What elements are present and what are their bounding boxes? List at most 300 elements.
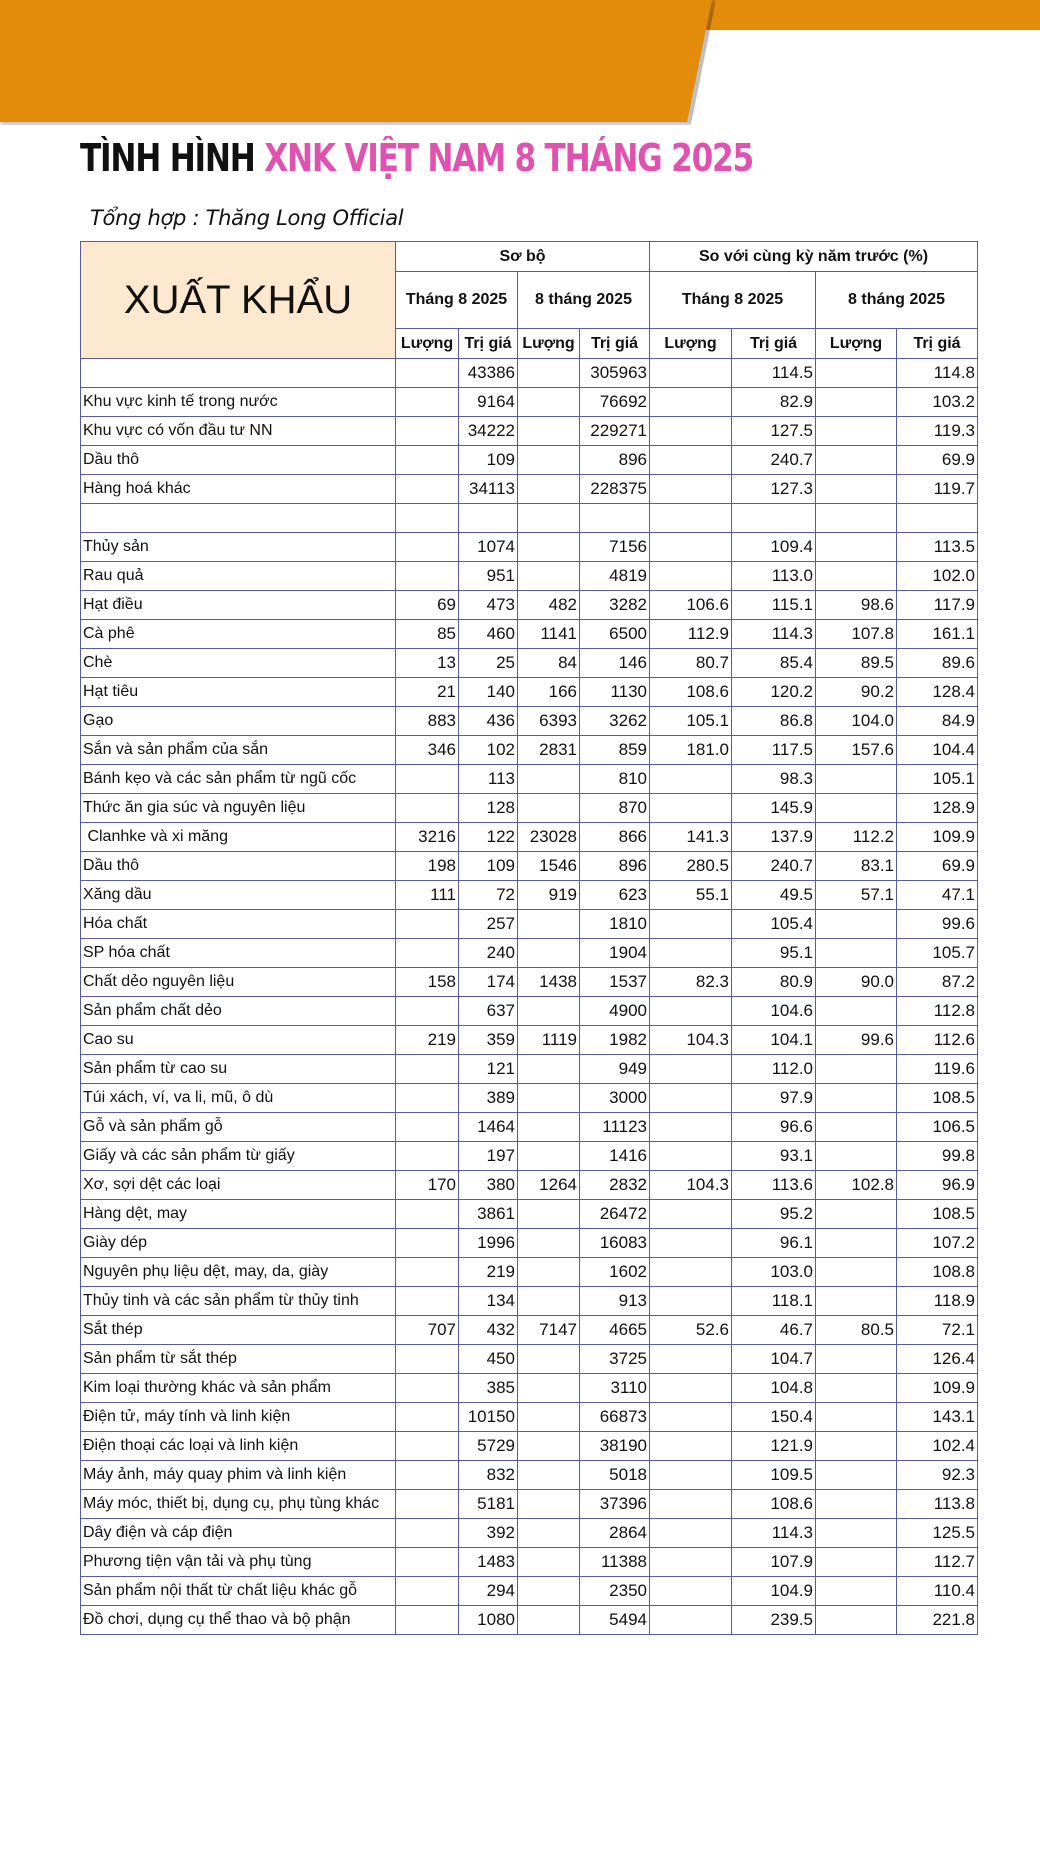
row-value — [396, 765, 459, 794]
row-label: Phương tiện vận tải và phụ tùng — [81, 1548, 396, 1577]
row-value: 38190 — [580, 1432, 650, 1461]
table-row — [81, 823, 978, 852]
row-value — [459, 504, 518, 533]
table-row — [81, 1548, 978, 1577]
table-row — [81, 1142, 978, 1171]
row-value: 2864 — [580, 1519, 650, 1548]
row-value: 85 — [396, 620, 459, 649]
table-row — [81, 359, 978, 388]
period-header: Tháng 8 2025 — [650, 272, 816, 329]
row-value — [518, 1403, 580, 1432]
row-value: 34113 — [459, 475, 518, 504]
group-header-preliminary: Sơ bộ — [396, 242, 650, 272]
row-value — [650, 388, 732, 417]
row-value: 104.7 — [732, 1345, 816, 1374]
table-row — [81, 1577, 978, 1606]
row-value: 150.4 — [732, 1403, 816, 1432]
row-value: 239.5 — [732, 1606, 816, 1635]
row-value — [816, 765, 897, 794]
row-value: 170 — [396, 1171, 459, 1200]
row-value: 127.5 — [732, 417, 816, 446]
row-value — [396, 1113, 459, 1142]
sub-header: Lượng — [396, 329, 459, 359]
row-value: 158 — [396, 968, 459, 997]
row-value — [816, 1577, 897, 1606]
row-value: 108.6 — [732, 1490, 816, 1519]
row-value: 76692 — [580, 388, 650, 417]
row-value — [650, 794, 732, 823]
table-row — [81, 707, 978, 736]
row-value — [518, 1519, 580, 1548]
row-value — [518, 1548, 580, 1577]
row-value: 72 — [459, 881, 518, 910]
row-value: 1483 — [459, 1548, 518, 1577]
row-value — [816, 1055, 897, 1084]
table-row — [81, 1171, 978, 1200]
row-value: 99.8 — [897, 1142, 978, 1171]
sub-header: Trị giá — [459, 329, 518, 359]
row-value: 623 — [580, 881, 650, 910]
table-row — [81, 1461, 978, 1490]
table-row — [81, 765, 978, 794]
row-value: 104.8 — [732, 1374, 816, 1403]
title-prefix: TÌNH HÌNH — [80, 136, 265, 180]
row-value — [816, 1403, 897, 1432]
table-row — [81, 1374, 978, 1403]
row-value: 69.9 — [897, 852, 978, 881]
row-value: 113.5 — [897, 533, 978, 562]
row-value: 109.5 — [732, 1461, 816, 1490]
page-title — [80, 136, 753, 180]
row-value: 103.0 — [732, 1258, 816, 1287]
row-value — [650, 504, 732, 533]
row-value: 108.5 — [897, 1084, 978, 1113]
row-value — [396, 1084, 459, 1113]
row-value: 197 — [459, 1142, 518, 1171]
row-value: 949 — [580, 1055, 650, 1084]
row-value — [816, 939, 897, 968]
sub-header: Trị giá — [732, 329, 816, 359]
row-value: 1602 — [580, 1258, 650, 1287]
row-value — [518, 1200, 580, 1229]
row-value: 86.8 — [732, 707, 816, 736]
row-value: 89.6 — [897, 649, 978, 678]
table-row — [81, 1055, 978, 1084]
row-value: 1119 — [518, 1026, 580, 1055]
row-value — [816, 910, 897, 939]
row-label: Bánh kẹo và các sản phẩm từ ngũ cốc — [81, 765, 396, 794]
row-value — [396, 1606, 459, 1635]
row-value: 80.9 — [732, 968, 816, 997]
row-value: 3282 — [580, 591, 650, 620]
page-subtitle: Tổng hợp : Thăng Long Official — [90, 206, 404, 230]
row-value: 96.1 — [732, 1229, 816, 1258]
row-value: 294 — [459, 1577, 518, 1606]
row-value: 80.5 — [816, 1316, 897, 1345]
row-value — [650, 533, 732, 562]
table-row — [81, 1084, 978, 1113]
table-row — [81, 881, 978, 910]
row-label: Đồ chơi, dụng cụ thể thao và bộ phận — [81, 1606, 396, 1635]
title-accent: XNK VIỆT NAM 8 THÁNG 2025 — [264, 136, 753, 180]
row-value — [650, 1258, 732, 1287]
row-value — [518, 997, 580, 1026]
row-value — [650, 359, 732, 388]
row-value: 106.6 — [650, 591, 732, 620]
table-row — [81, 1606, 978, 1635]
row-label: Sắn và sản phẩm của sắn — [81, 736, 396, 765]
row-value — [816, 1606, 897, 1635]
row-value — [396, 1548, 459, 1577]
row-value — [650, 1490, 732, 1519]
row-value — [518, 1432, 580, 1461]
row-value — [518, 1142, 580, 1171]
row-value: 2831 — [518, 736, 580, 765]
sub-header: Lượng — [816, 329, 897, 359]
row-label: Clanhke và xi măng — [81, 823, 396, 852]
row-value — [396, 794, 459, 823]
row-value: 228375 — [580, 475, 650, 504]
row-value — [396, 1577, 459, 1606]
row-label: Cao su — [81, 1026, 396, 1055]
row-label: Sản phẩm từ sắt thép — [81, 1345, 396, 1374]
row-label: Hóa chất — [81, 910, 396, 939]
row-value — [396, 1432, 459, 1461]
row-value: 109 — [459, 446, 518, 475]
row-value: 95.1 — [732, 939, 816, 968]
row-value: 3725 — [580, 1345, 650, 1374]
row-value: 913 — [580, 1287, 650, 1316]
row-label: Chất dẻo nguyên liệu — [81, 968, 396, 997]
row-value: 9164 — [459, 388, 518, 417]
row-value: 866 — [580, 823, 650, 852]
table-row — [81, 1432, 978, 1461]
table-row — [81, 1403, 978, 1432]
row-value: 117.5 — [732, 736, 816, 765]
row-value: 280.5 — [650, 852, 732, 881]
row-value: 2350 — [580, 1577, 650, 1606]
row-value: 240 — [459, 939, 518, 968]
row-value — [650, 1577, 732, 1606]
row-value — [580, 504, 650, 533]
row-value: 1996 — [459, 1229, 518, 1258]
row-value: 112.6 — [897, 1026, 978, 1055]
table-row — [81, 1287, 978, 1316]
row-value — [816, 359, 897, 388]
row-value: 16083 — [580, 1229, 650, 1258]
row-value — [816, 1461, 897, 1490]
row-value — [816, 1229, 897, 1258]
row-value — [650, 1548, 732, 1577]
sub-header: Trị giá — [897, 329, 978, 359]
row-label: Khu vực có vốn đầu tư NN — [81, 417, 396, 446]
row-value — [816, 1287, 897, 1316]
row-value — [816, 1258, 897, 1287]
row-value: 117.9 — [897, 591, 978, 620]
row-value — [650, 910, 732, 939]
row-value: 11388 — [580, 1548, 650, 1577]
row-value — [396, 533, 459, 562]
row-value: 107.2 — [897, 1229, 978, 1258]
row-value: 3861 — [459, 1200, 518, 1229]
row-value — [396, 1345, 459, 1374]
row-label: Thức ăn gia súc và nguyên liệu — [81, 794, 396, 823]
row-value: 110.4 — [897, 1577, 978, 1606]
table-row — [81, 939, 978, 968]
row-label: Sắt thép — [81, 1316, 396, 1345]
row-value — [816, 1113, 897, 1142]
row-value: 896 — [580, 446, 650, 475]
row-value: 118.9 — [897, 1287, 978, 1316]
row-value: 69 — [396, 591, 459, 620]
row-label: Điện tử, máy tính và linh kiện — [81, 1403, 396, 1432]
row-value: 102.8 — [816, 1171, 897, 1200]
row-value — [396, 1055, 459, 1084]
row-value — [518, 388, 580, 417]
row-value: 107.9 — [732, 1548, 816, 1577]
row-value — [650, 446, 732, 475]
row-value — [650, 562, 732, 591]
table-body — [81, 359, 978, 1635]
row-value: 4900 — [580, 997, 650, 1026]
row-value: 85.4 — [732, 649, 816, 678]
row-value: 951 — [459, 562, 518, 591]
row-label: Gỗ và sản phẩm gỗ — [81, 1113, 396, 1142]
row-value — [650, 1519, 732, 1548]
row-value: 96.9 — [897, 1171, 978, 1200]
row-value: 141.3 — [650, 823, 732, 852]
row-value — [396, 1403, 459, 1432]
row-value: 229271 — [580, 417, 650, 446]
row-value: 99.6 — [897, 910, 978, 939]
table-row — [81, 504, 978, 533]
row-label: Xăng dầu — [81, 881, 396, 910]
row-value: 305963 — [580, 359, 650, 388]
row-value: 125.5 — [897, 1519, 978, 1548]
row-value — [518, 1490, 580, 1519]
row-value: 7147 — [518, 1316, 580, 1345]
period-header: 8 tháng 2025 — [518, 272, 650, 329]
row-value: 26472 — [580, 1200, 650, 1229]
row-value — [897, 504, 978, 533]
table-row — [81, 620, 978, 649]
row-label: Hàng dệt, may — [81, 1200, 396, 1229]
row-value: 106.5 — [897, 1113, 978, 1142]
row-value — [650, 1606, 732, 1635]
row-value: 69.9 — [897, 446, 978, 475]
row-value — [816, 388, 897, 417]
row-value — [816, 446, 897, 475]
row-value: 118.1 — [732, 1287, 816, 1316]
row-value: 114.3 — [732, 620, 816, 649]
row-value: 114.8 — [897, 359, 978, 388]
row-value — [396, 1287, 459, 1316]
row-value: 146 — [580, 649, 650, 678]
row-value — [650, 939, 732, 968]
row-value: 473 — [459, 591, 518, 620]
row-label: Giấy và các sản phẩm từ giấy — [81, 1142, 396, 1171]
row-label: Giày dép — [81, 1229, 396, 1258]
row-label: Máy móc, thiết bị, dụng cụ, phụ tùng khác — [81, 1490, 396, 1519]
row-value: 1982 — [580, 1026, 650, 1055]
row-value: 92.3 — [897, 1461, 978, 1490]
row-value — [650, 1461, 732, 1490]
row-label: Túi xách, ví, va li, mũ, ô dù — [81, 1084, 396, 1113]
table-row — [81, 446, 978, 475]
row-value — [518, 562, 580, 591]
row-value: 128 — [459, 794, 518, 823]
row-value: 2832 — [580, 1171, 650, 1200]
row-value — [518, 794, 580, 823]
row-value — [650, 765, 732, 794]
row-label: Cà phê — [81, 620, 396, 649]
period-header: Tháng 8 2025 — [396, 272, 518, 329]
row-value: 104.3 — [650, 1171, 732, 1200]
row-value: 11123 — [580, 1113, 650, 1142]
row-value: 111 — [396, 881, 459, 910]
row-value: 1464 — [459, 1113, 518, 1142]
row-value: 1080 — [459, 1606, 518, 1635]
table-row — [81, 968, 978, 997]
row-value — [396, 504, 459, 533]
row-value: 157.6 — [816, 736, 897, 765]
table-row — [81, 997, 978, 1026]
row-value — [816, 997, 897, 1026]
row-value: 37396 — [580, 1490, 650, 1519]
row-value: 72.1 — [897, 1316, 978, 1345]
table-row — [81, 678, 978, 707]
row-value — [650, 1084, 732, 1113]
row-value — [650, 1200, 732, 1229]
row-value: 96.6 — [732, 1113, 816, 1142]
row-value: 870 — [580, 794, 650, 823]
row-label: Hạt tiêu — [81, 678, 396, 707]
row-value: 134 — [459, 1287, 518, 1316]
row-value — [650, 1374, 732, 1403]
row-value: 47.1 — [897, 881, 978, 910]
row-value — [816, 1084, 897, 1113]
row-value: 113 — [459, 765, 518, 794]
row-value: 87.2 — [897, 968, 978, 997]
row-value: 137.9 — [732, 823, 816, 852]
row-value: 108.5 — [897, 1200, 978, 1229]
row-value — [816, 1432, 897, 1461]
row-label: Máy ảnh, máy quay phim và linh kiện — [81, 1461, 396, 1490]
row-value — [816, 475, 897, 504]
row-value: 1074 — [459, 533, 518, 562]
row-value: 1438 — [518, 968, 580, 997]
row-value: 104.4 — [897, 736, 978, 765]
row-value: 84.9 — [897, 707, 978, 736]
row-value — [396, 1461, 459, 1490]
row-value: 3110 — [580, 1374, 650, 1403]
row-value — [518, 417, 580, 446]
row-value — [518, 1606, 580, 1635]
row-value: 84 — [518, 649, 580, 678]
row-value: 174 — [459, 968, 518, 997]
row-value: 5018 — [580, 1461, 650, 1490]
row-value: 221.8 — [897, 1606, 978, 1635]
row-value: 112.8 — [897, 997, 978, 1026]
row-value — [650, 1229, 732, 1258]
row-value — [816, 533, 897, 562]
row-value: 104.6 — [732, 997, 816, 1026]
row-label: Rau quả — [81, 562, 396, 591]
row-value: 181.0 — [650, 736, 732, 765]
row-value: 810 — [580, 765, 650, 794]
row-value: 109.9 — [897, 823, 978, 852]
row-value — [396, 562, 459, 591]
row-value: 113.0 — [732, 562, 816, 591]
row-value: 3216 — [396, 823, 459, 852]
row-value — [518, 910, 580, 939]
row-value: 112.9 — [650, 620, 732, 649]
banner-slanted-block — [0, 0, 712, 122]
table-row — [81, 1258, 978, 1287]
row-value — [396, 1519, 459, 1548]
row-value: 389 — [459, 1084, 518, 1113]
row-value: 98.3 — [732, 765, 816, 794]
row-label: Khu vực kinh tế trong nước — [81, 388, 396, 417]
row-label: Dầu thô — [81, 852, 396, 881]
row-value — [518, 939, 580, 968]
row-value: 109.4 — [732, 533, 816, 562]
row-value: 90.2 — [816, 678, 897, 707]
row-value: 392 — [459, 1519, 518, 1548]
row-value: 113.8 — [897, 1490, 978, 1519]
row-value: 115.1 — [732, 591, 816, 620]
row-value: 55.1 — [650, 881, 732, 910]
row-label: Nguyên phụ liệu dệt, may, da, giày — [81, 1258, 396, 1287]
table-row — [81, 562, 978, 591]
row-value: 102.0 — [897, 562, 978, 591]
row-value: 7156 — [580, 533, 650, 562]
row-value: 83.1 — [816, 852, 897, 881]
row-value: 1416 — [580, 1142, 650, 1171]
row-label: Gạo — [81, 707, 396, 736]
row-value — [396, 446, 459, 475]
row-value: 140 — [459, 678, 518, 707]
row-value: 385 — [459, 1374, 518, 1403]
row-value: 859 — [580, 736, 650, 765]
row-value — [650, 475, 732, 504]
row-value — [816, 562, 897, 591]
table-row — [81, 1490, 978, 1519]
row-label: Thủy tinh và các sản phẩm từ thủy tinh — [81, 1287, 396, 1316]
row-value: 198 — [396, 852, 459, 881]
row-value: 436 — [459, 707, 518, 736]
row-value: 1537 — [580, 968, 650, 997]
row-value: 98.6 — [816, 591, 897, 620]
group-header-yoy: So với cùng kỳ năm trước (%) — [650, 242, 978, 272]
row-value — [816, 1142, 897, 1171]
row-value — [650, 1055, 732, 1084]
row-value: 1130 — [580, 678, 650, 707]
row-value: 1264 — [518, 1171, 580, 1200]
row-value — [518, 1084, 580, 1113]
row-value: 120.2 — [732, 678, 816, 707]
row-value: 5181 — [459, 1490, 518, 1519]
row-value: 346 — [396, 736, 459, 765]
row-value: 1904 — [580, 939, 650, 968]
row-value: 637 — [459, 997, 518, 1026]
row-value: 5494 — [580, 1606, 650, 1635]
table-row — [81, 388, 978, 417]
row-value — [650, 417, 732, 446]
row-label: Hàng hoá khác — [81, 475, 396, 504]
row-value: 240.7 — [732, 852, 816, 881]
row-value: 1810 — [580, 910, 650, 939]
